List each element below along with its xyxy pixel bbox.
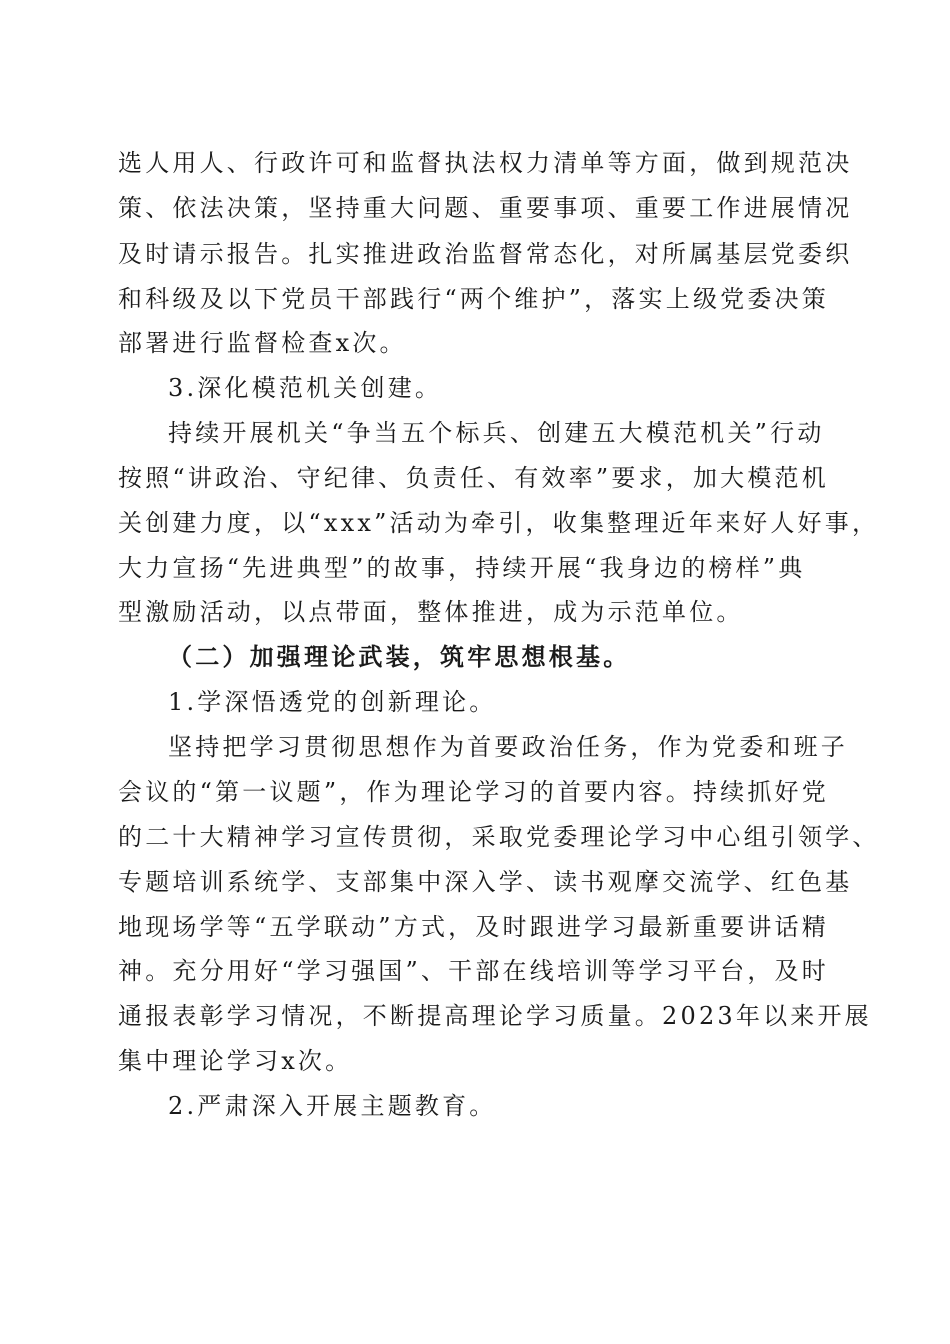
- paragraph-line: 集中理论学习x次。: [118, 1047, 353, 1075]
- paragraph-line: 型激励活动，以点带面，整体推进，成为示范单位。: [118, 598, 744, 626]
- section-heading: 1.学深悟透党的创新理论。: [168, 688, 497, 716]
- section-heading: 2.严肃深入开展主题教育。: [168, 1092, 497, 1120]
- paragraph-line: 部署进行监督检查x次。: [118, 329, 407, 357]
- paragraph-line: 和科级及以下党员干部践行“两个维护”，落实上级党委决策: [118, 285, 829, 313]
- paragraph-line: 大力宣扬“先进典型”的故事，持续开展“我身边的榜样”典: [118, 554, 806, 582]
- paragraph-line: 专题培训系统学、支部集中深入学、读书观摩交流学、红色基: [118, 868, 853, 896]
- paragraph-line: 策、依法决策，坚持重大问题、重要事项、重要工作进展情况: [118, 194, 853, 222]
- paragraph-line: 通报表彰学习情况，不断提高理论学习质量。2023年以来开展: [118, 1002, 872, 1030]
- paragraph-line: 会议的“第一议题”，作为理论学习的首要内容。持续抓好党: [118, 778, 829, 806]
- paragraph-line: 的二十大精神学习宣传贯彻，采取党委理论学习中心组引领学、: [118, 823, 880, 851]
- paragraph-line: 地现场学等“五学联动”方式，及时跟进学习最新重要讲话精: [118, 913, 829, 941]
- paragraph-line: 持续开展机关“争当五个标兵、创建五大模范机关”行动: [168, 419, 825, 447]
- paragraph-line: 选人用人、行政许可和监督执法权力清单等方面，做到规范决: [118, 149, 853, 177]
- paragraph-line: 坚持把学习贯彻思想作为首要政治任务，作为党委和班子: [168, 733, 848, 761]
- section-heading: 3.深化模范机关创建。: [168, 374, 443, 402]
- paragraph-line: 关创建力度，以“xxx”活动为牵引，收集整理近年来好人好事，: [118, 509, 880, 537]
- paragraph-line: 神。充分用好“学习强国”、干部在线培训等学习平台，及时: [118, 957, 829, 985]
- chapter-heading: （二）加强理论武装，筑牢思想根基。: [168, 642, 631, 671]
- paragraph-line: 按照“讲政治、守纪律、负责任、有效率”要求，加大模范机: [118, 464, 829, 492]
- paragraph-line: 及时请示报告。扎实推进政治监督常态化，对所属基层党委织: [118, 240, 853, 268]
